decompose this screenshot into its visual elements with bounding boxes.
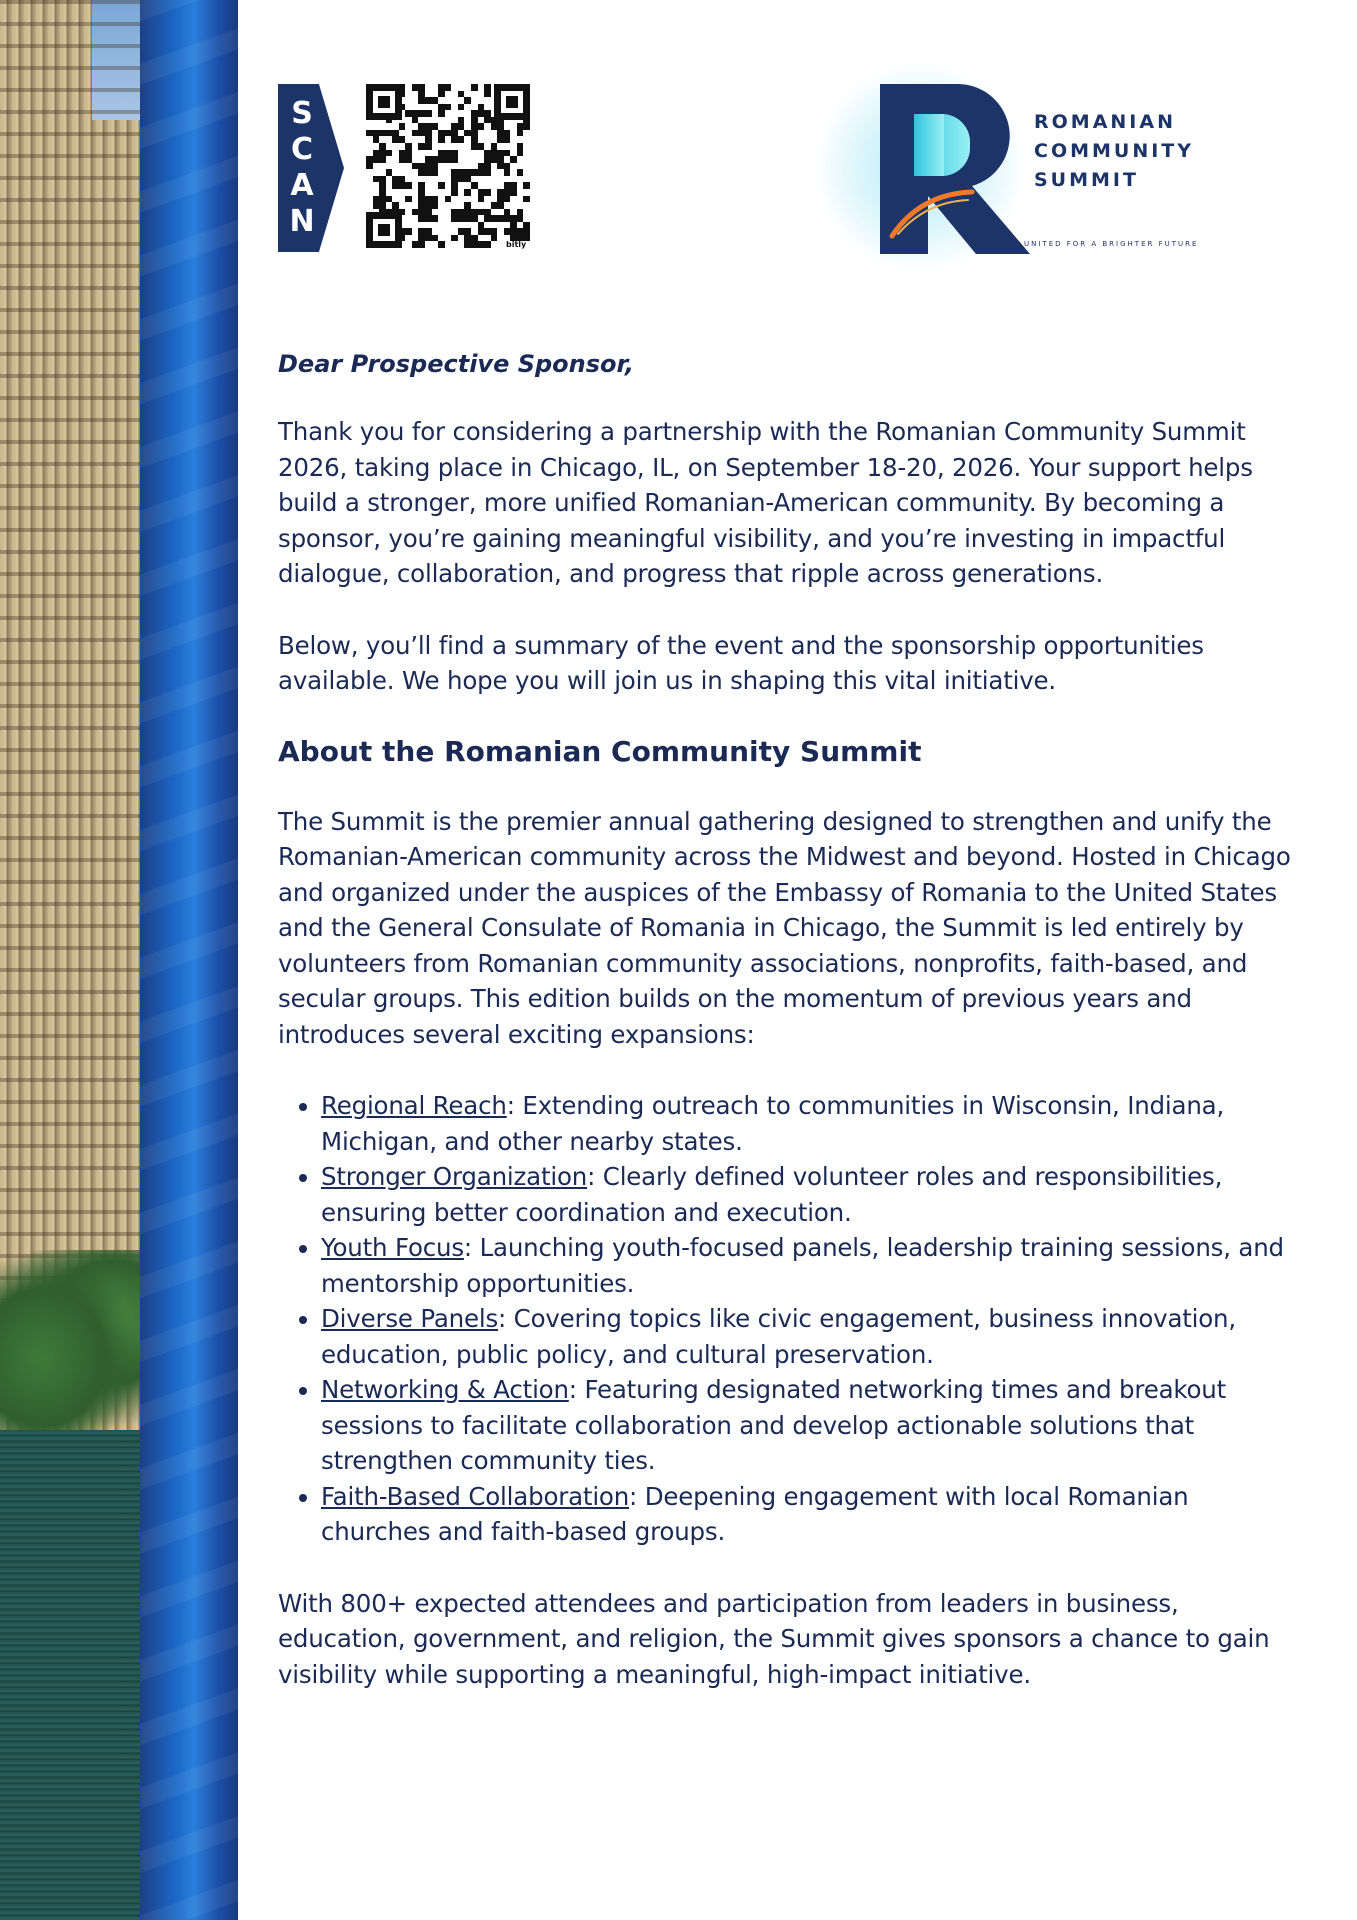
logo-wordmark [1034,108,1194,195]
expansion-term: Faith-Based Collaboration [321,1481,630,1511]
expansions-list [278,1088,1303,1550]
expansion-term: Youth Focus [321,1233,464,1262]
qr-finder-top-left [366,84,402,120]
scan-letter: S [291,96,313,131]
expansion-text: : Covering topics like civic engagement, business innovation, education, public policy, and cultural preservation. [321,1304,1236,1369]
qr-finder-top-right [494,84,530,120]
expansion-term: Regional Reach [321,1091,507,1120]
expansion-term: Diverse Panels [321,1304,499,1333]
qr-finder-bottom-left [366,212,402,248]
expansion-text: : Extending outreach to communities in Wisconsin, Indiana, Michigan, and other nearby states. [321,1091,1225,1156]
closing-paragraph: With 800+ expected attendees and participation from leaders in business, education, government, and religion, the Summit gives sponsors a chance to gain visibility while supporting a meaningful, high-impact initiative. [278,1588,1270,1689]
qr-tag: bitly [506,240,527,249]
list-item [321,1479,1303,1550]
expansion-text: : Launching youth-focused panels, leadership training sessions, and mentorship opportunities. [321,1233,1284,1298]
logo-word: SUMMIT [1034,169,1139,191]
logo-r-icon [880,84,1030,254]
list-item [321,1372,1303,1479]
about-paragraph: The Summit is the premier annual gathering designed to strengthen and unify the Romanian-American community across the Midwest and beyond. Hosted in Chicago and organized under the auspices of the Embassy of Romania to the United States and the General Consulate of Romania in Chicago, the Summit is led entirely by volunteers from Romanian community associations, nonprofits, faith-based, and secular groups. This edition builds on the momentum of previous years and introduces several exciting expansions: [278,806,1291,1049]
list-item [321,1301,1303,1372]
list-item [321,1230,1303,1301]
logo-word: ROMANIAN [1034,111,1176,133]
scan-letter: A [290,168,314,203]
expansion-text: : Clearly defined volunteer roles and responsibilities, ensuring better coordination and execution. [321,1162,1223,1227]
river-water [0,1430,140,1920]
trees-area [0,1250,140,1430]
expansion-term: Stronger Organization [321,1162,588,1191]
logo-tagline: UNITED FOR A BRIGHTER FUTURE [1024,240,1199,248]
logo-word: COMMUNITY [1034,140,1195,162]
expansion-term: Networking & Action [321,1375,569,1404]
chicago-photo-strip [0,0,140,1920]
expansion-text: : Deepening engagement with local Romanian churches and faith-based groups. [321,1481,1189,1546]
intro-paragraph: Thank you for considering a partnership with the Romanian Community Summit 2026, taking place in Chicago, IL, on September 18-20, 2026. Your support helps build a stronger, more unified Romanian-American community. By becoming a sponsor, you’re gaining meaningful visibility, and you’re investing in impactful dialogue, collaboration, and progress that ripple across generations. [278,417,1253,588]
scan-letter: N [289,204,315,239]
building-windows [0,0,140,1300]
section-title: About the Romanian Community Summit [278,734,922,768]
greeting: Dear Prospective Sponsor, [278,350,634,378]
scan-label [278,96,326,240]
expansion-text: : Featuring designated networking times and breakout sessions to facilitate collaboration and develop actionable solutions that strengthen community ties. [321,1375,1227,1475]
summit-logo [820,62,1220,272]
intro-paragraph: Below, you’ll find a summary of the event and the sponsorship opportunities available. We hope you will join us in shaping this vital initiative. [278,630,1204,695]
blue-decorative-band [140,0,238,1920]
list-item [321,1088,1303,1159]
scan-letter: C [290,132,314,167]
letter-content [278,350,1303,1728]
list-item [321,1159,1303,1230]
